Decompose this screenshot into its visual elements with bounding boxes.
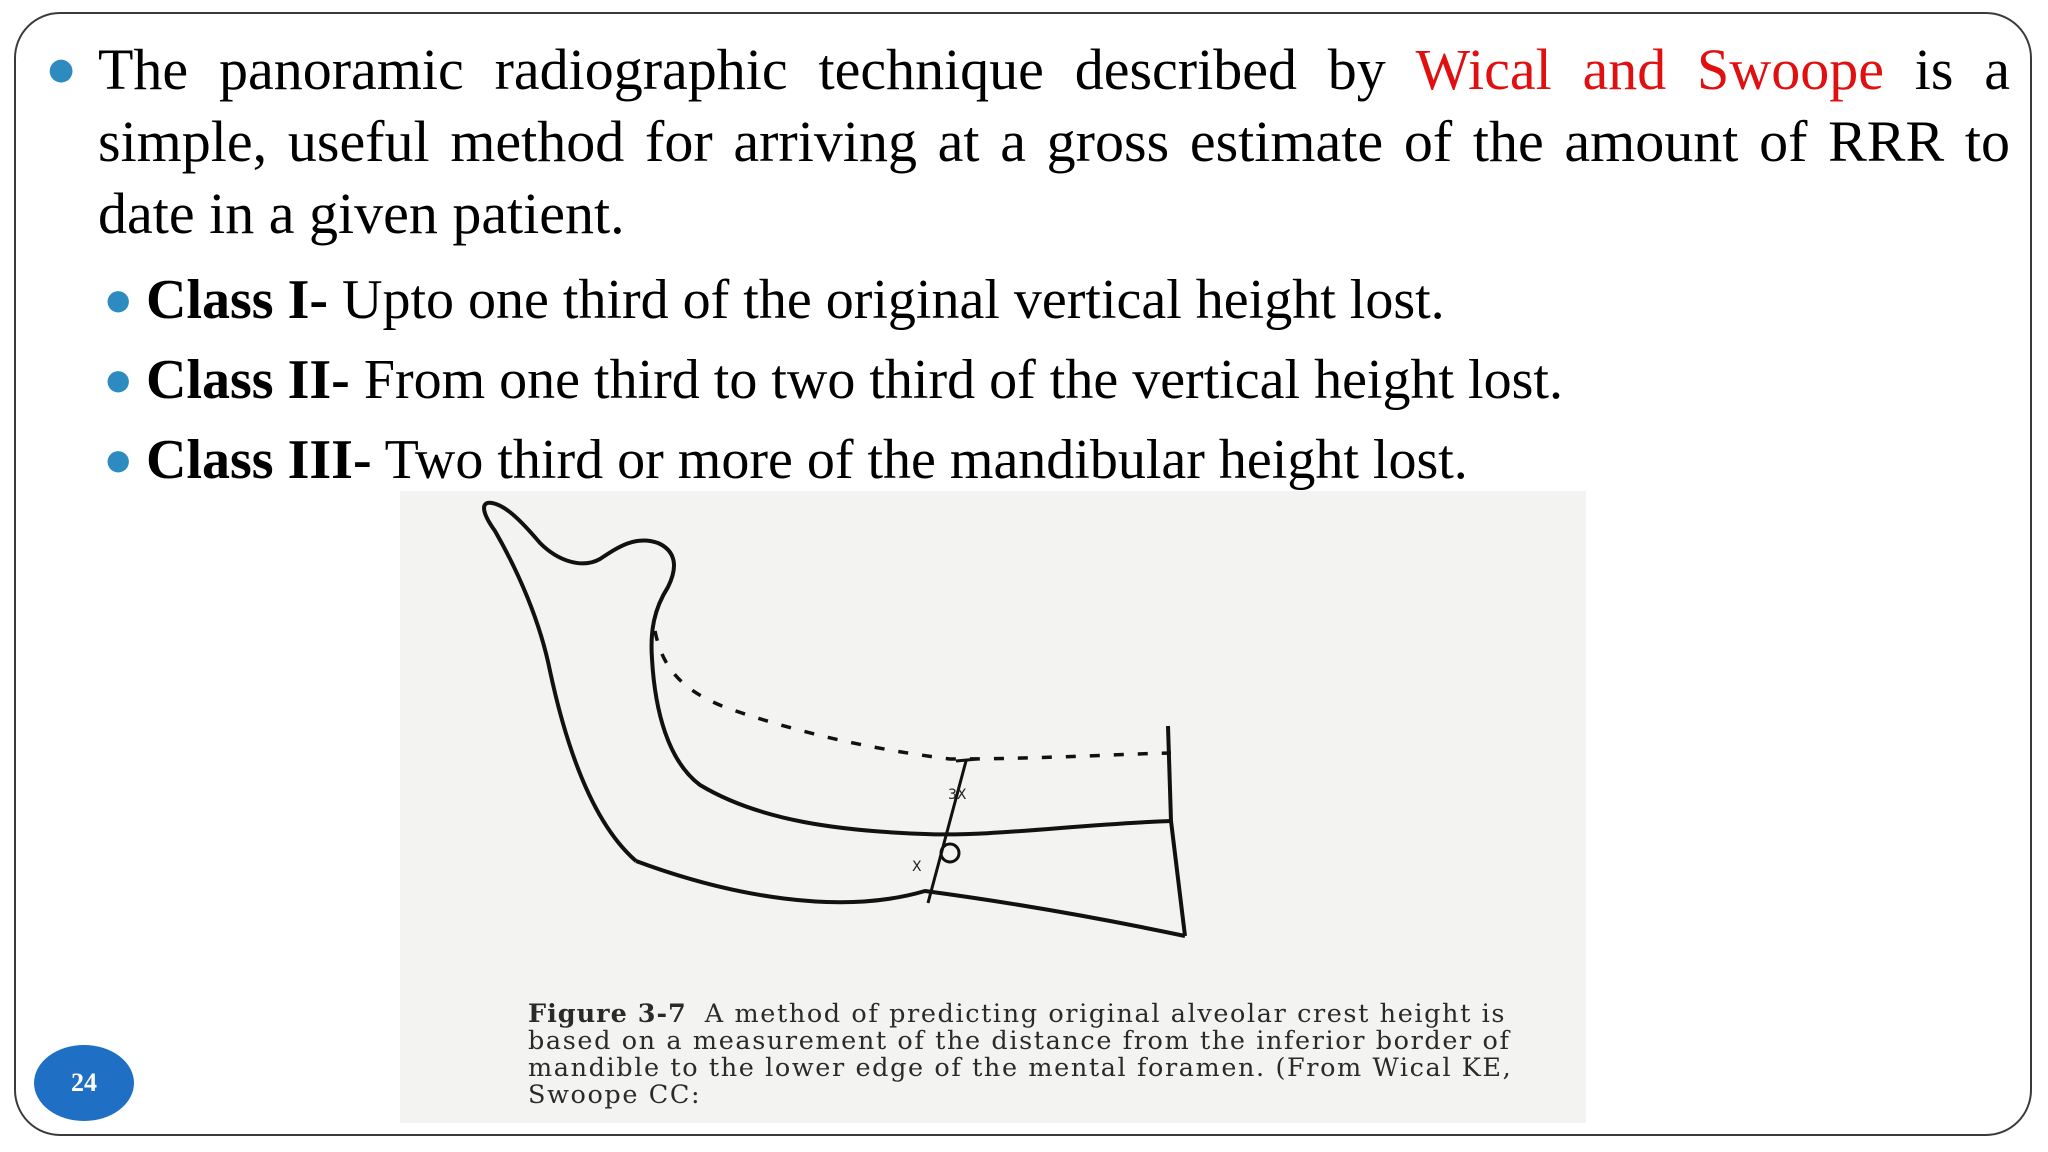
mental-foramen [941, 844, 959, 862]
bullet-icon: ● [106, 443, 131, 476]
mandible-lower-border [636, 861, 1185, 936]
mandible-outline [484, 503, 1171, 861]
measurement-line [928, 761, 966, 903]
figure-caption [528, 1001, 1528, 1109]
bullet-icon: ● [106, 283, 131, 316]
class-list [98, 260, 2010, 500]
main-bullet-prefix: The panoramic radiographic technique described by [98, 37, 1416, 102]
slide-content [40, 34, 2010, 500]
class-label: Class I- [146, 269, 329, 331]
class-text: Upto one third of the original vertical height lost. [328, 269, 1445, 331]
bullet-icon: ● [106, 363, 131, 396]
class-label: Class III- [146, 429, 372, 491]
figure-caption-text: A method of predicting original alveolar crest height is based on a measurement of the distance from the inferior border of mandible to the lower edge of the mental foramen. (From Wical KE, Swoope CC: [528, 999, 1513, 1110]
main-bullet [40, 34, 2010, 250]
authors-highlight: Wical and Swoope [1415, 37, 1884, 102]
mark-upper: 3X [948, 787, 967, 803]
measurement-tick [956, 759, 978, 761]
class-label: Class II- [146, 349, 350, 411]
original-ridge-dashed [655, 631, 1171, 759]
mandible-figure [400, 491, 1586, 1123]
vertical-reference-line [1168, 726, 1185, 936]
class-text: From one third to two third of the vertical height lost. [349, 349, 1563, 411]
figure-label: Figure 3-7 [528, 999, 687, 1029]
bullet-icon: ● [48, 52, 75, 87]
class-item [98, 260, 2010, 340]
class-text: Two third or more of the mandibular height lost. [371, 429, 1468, 491]
page-number-badge: 24 [34, 1045, 134, 1121]
class-item [98, 340, 2010, 420]
class-item [98, 420, 2010, 500]
main-bullet-suffix: is a simple, useful method for arriving at a gross estimate of the amount of RRR to date in a given patient. [98, 37, 2010, 246]
mark-lower: X [912, 859, 922, 875]
